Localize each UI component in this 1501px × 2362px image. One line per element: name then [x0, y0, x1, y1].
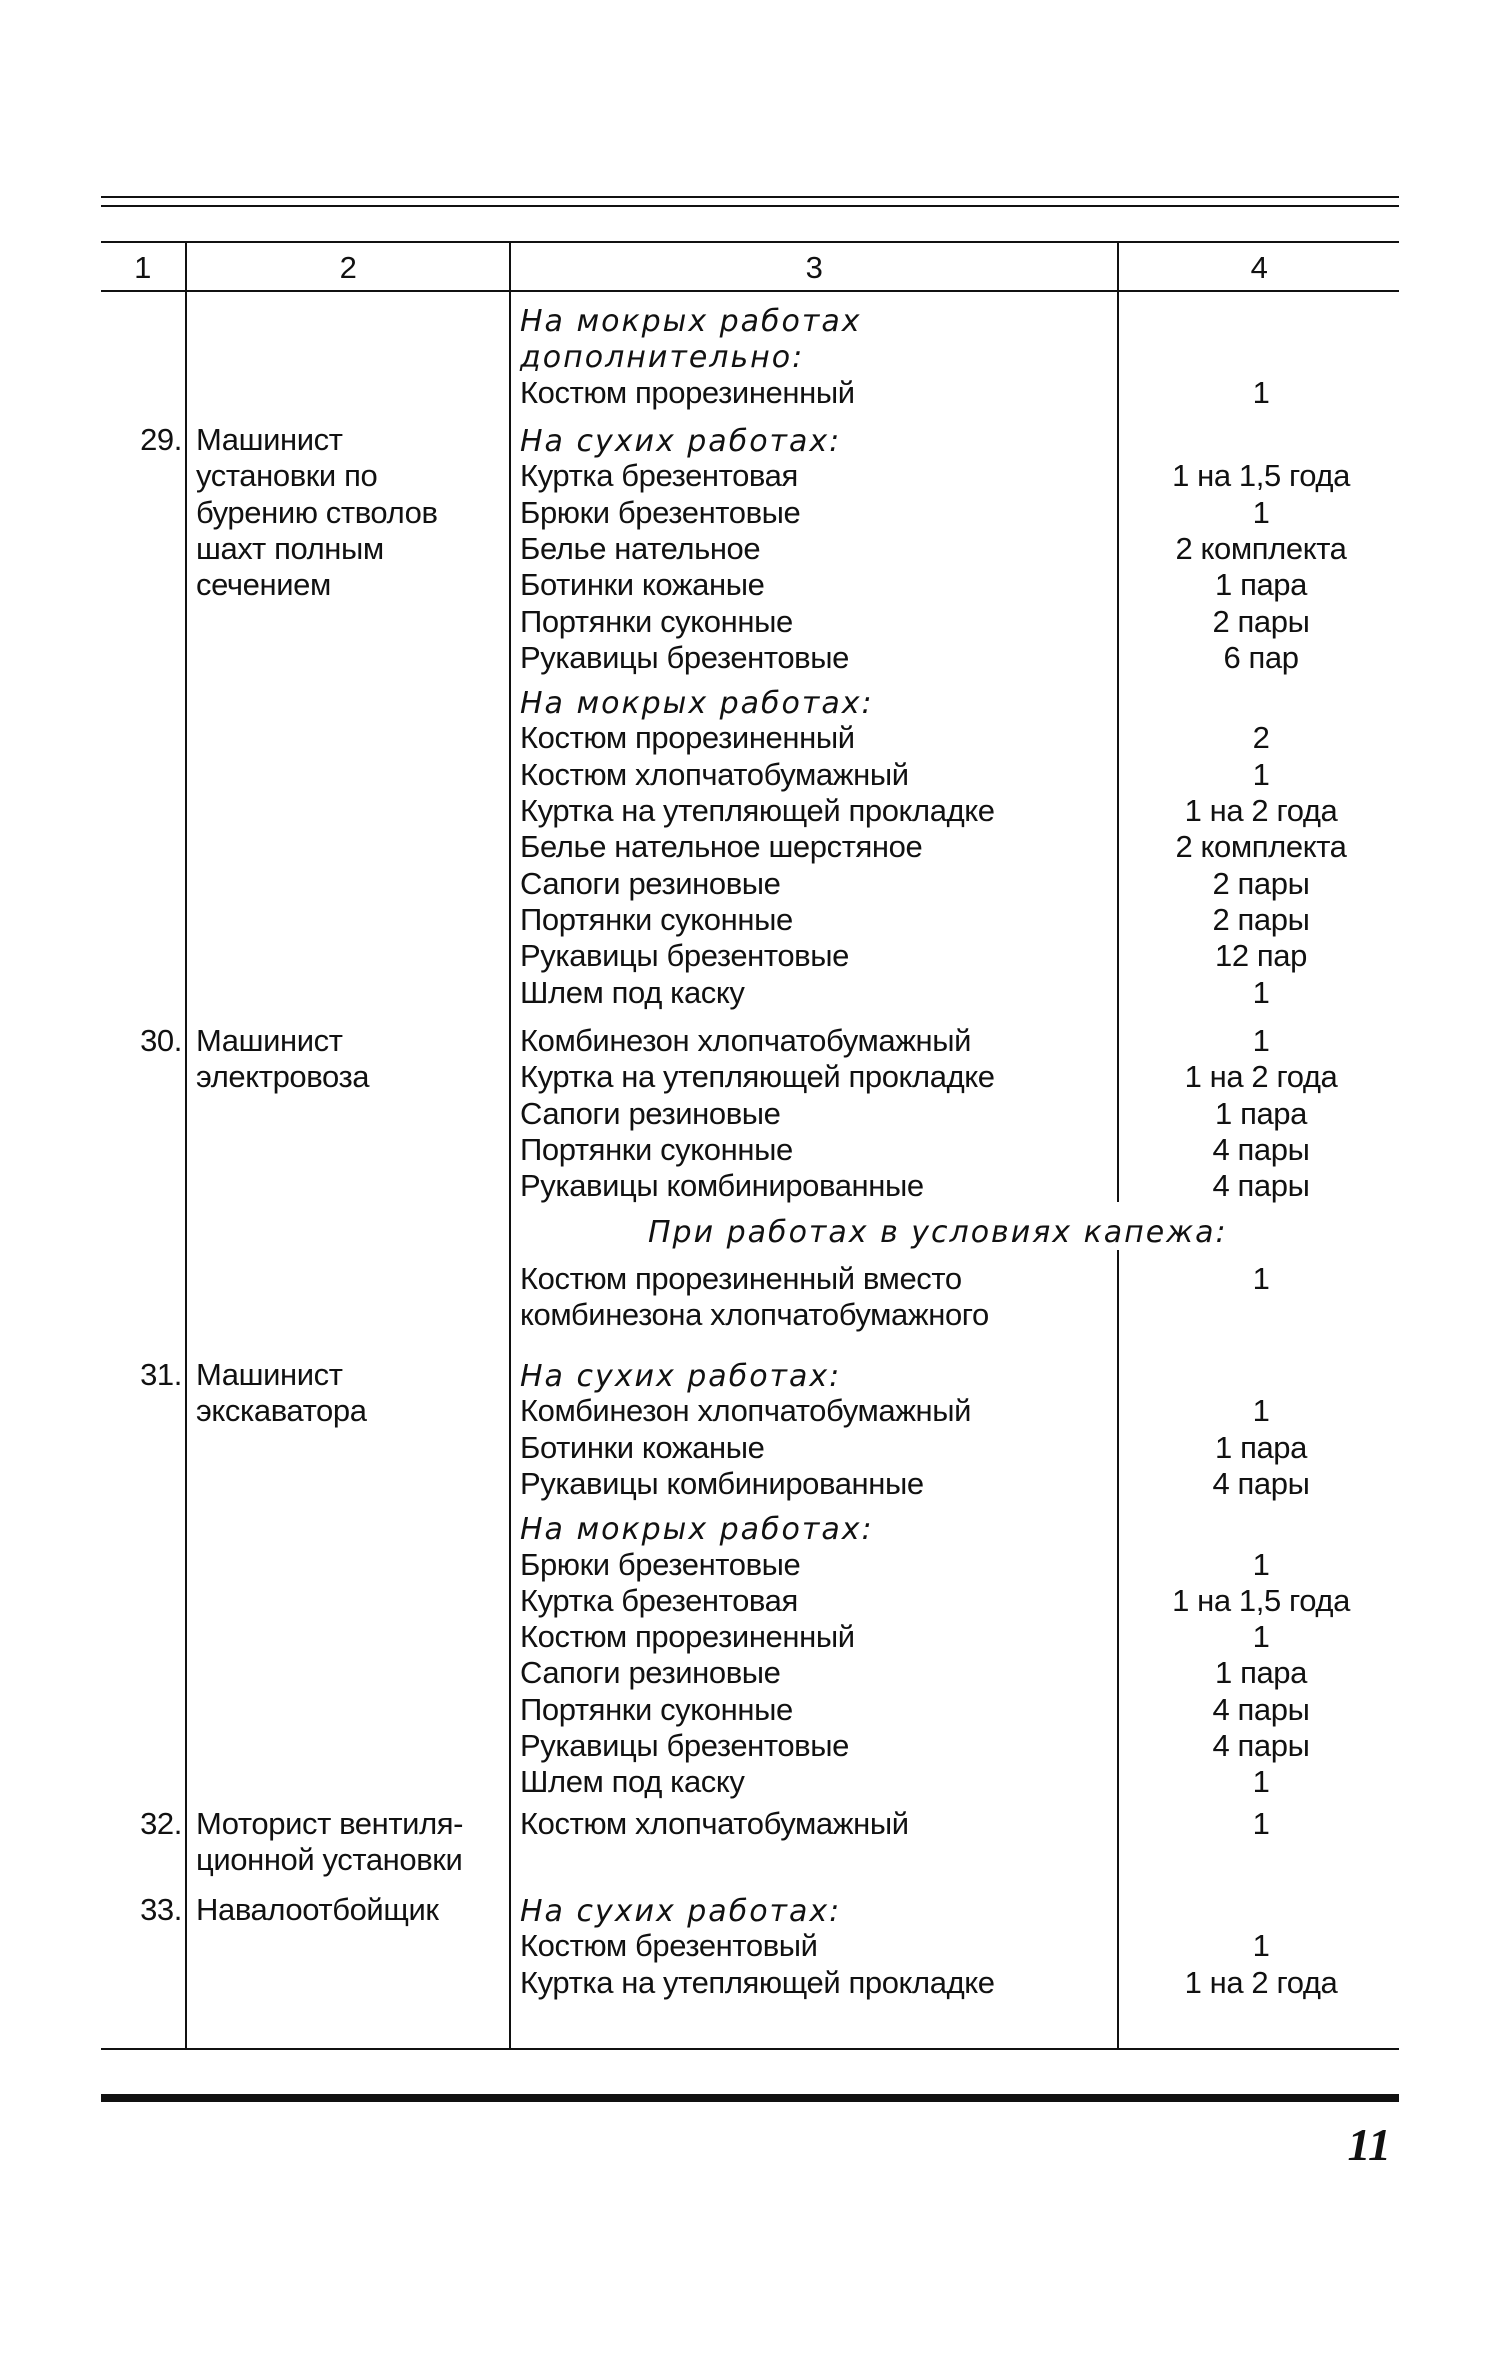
row-title-line: Машинист: [196, 1023, 343, 1058]
item-name: Рукавицы брезентовые: [520, 639, 849, 675]
item-name: Портянки суконные: [520, 1691, 793, 1727]
item-quantity: 2: [1252, 720, 1270, 756]
item-quantity: 1: [1252, 1023, 1270, 1058]
item-quantity: 2 пары: [1212, 865, 1310, 901]
item-name: Рукавицы брезентовые: [520, 938, 849, 974]
item-name: Костюм брезентовый: [520, 1928, 818, 1964]
item-quantity: 4 пары: [1212, 1168, 1310, 1204]
item-quantity: 1: [1252, 494, 1270, 530]
item-quantity: 2 пары: [1212, 901, 1310, 937]
item-name: Костюм хлопчатобумажный: [520, 756, 909, 792]
row-title-line: электровоза: [196, 1059, 370, 1095]
item-name: Белье нательное шерстяное: [520, 829, 923, 865]
row-number: 31.: [140, 1357, 182, 1392]
row-title-line: Моторист вентиля-: [196, 1806, 464, 1841]
bottom-thick-rule: [101, 2094, 1399, 2102]
header-col-3: 3: [805, 250, 823, 285]
item-name: Рукавицы брезентовые: [520, 1728, 849, 1763]
row-title-line: установки по: [196, 458, 378, 494]
item-quantity: 1 на 2 года: [1184, 1964, 1338, 2000]
item-quantity: 1: [1252, 1928, 1270, 1964]
item-quantity: 2 комплекта: [1175, 829, 1347, 865]
item-name: Портянки суконные: [520, 1131, 793, 1167]
item-quantity: 6 пар: [1223, 639, 1299, 675]
header-col-1: 1: [134, 250, 151, 285]
item-name: Костюм прорезиненный: [520, 1619, 855, 1655]
item-name: Костюм прорезиненный: [520, 720, 855, 756]
item-quantity: 1: [1252, 974, 1270, 1010]
item-name: Костюм прорезиненный вместо: [520, 1260, 962, 1296]
row-number: 32.: [140, 1806, 182, 1841]
item-quantity: 1 пара: [1215, 1095, 1307, 1131]
item-quantity: 1: [1252, 1260, 1270, 1296]
item-quantity: 1: [1252, 1619, 1270, 1655]
item-quantity: 1 на 2 года: [1184, 793, 1338, 828]
row-title-line: ционной установки: [196, 1842, 463, 1878]
row-title-line: сечением: [196, 567, 331, 603]
item-name: Портянки суконные: [520, 901, 793, 937]
item-name: Костюм прорезиненный: [520, 374, 855, 410]
item-name: Ботинки кожаные: [520, 1429, 765, 1465]
item-quantity: 4 пары: [1212, 1691, 1310, 1727]
row-title-line: шахт полным: [196, 530, 384, 566]
item-name: Белье нательное: [520, 530, 761, 566]
header-rule-top: [101, 241, 1399, 243]
item-name: Шлем под каску: [520, 974, 745, 1010]
item-quantity: 2 комплекта: [1175, 530, 1347, 566]
item-name: Комбинезон хлопчатобумажный: [520, 1393, 972, 1429]
section-heading: На мокрых работах:: [520, 1512, 874, 1548]
header-col-2: 2: [339, 250, 357, 285]
item-quantity: 1: [1252, 1546, 1270, 1582]
item-quantity: 1 на 1,5 года: [1172, 458, 1350, 494]
item-name: Брюки брезентовые: [520, 494, 801, 530]
item-name: Сапоги резиновые: [520, 1655, 781, 1691]
row-title-line: Машинист: [196, 1357, 343, 1392]
item-name: Куртка брезентовая: [520, 458, 798, 494]
item-quantity: 1: [1252, 756, 1270, 792]
item-name: Куртка на утепляющей прокладке: [520, 1964, 995, 2000]
item-name: Ботинки кожаные: [520, 567, 765, 603]
top-rule-upper: [101, 196, 1399, 198]
item-quantity: 1 пара: [1215, 1429, 1307, 1465]
item-name: Рукавицы комбинированные: [520, 1168, 924, 1204]
top-rule-lower: [101, 205, 1399, 207]
item-name: Портянки суконные: [520, 603, 793, 639]
item-name: Куртка на утепляющей прокладке: [520, 793, 995, 828]
item-quantity: 2 пары: [1212, 603, 1310, 639]
item-quantity: 4 пары: [1212, 1465, 1310, 1501]
item-name: Брюки брезентовые: [520, 1546, 801, 1582]
item-quantity: 1 пара: [1215, 567, 1307, 603]
table-bottom-rule: [101, 2048, 1399, 2050]
row-title-line: экскаватора: [196, 1393, 367, 1429]
item-quantity: 1 на 2 года: [1184, 1059, 1338, 1095]
column-divider-2: [509, 241, 511, 2049]
item-quantity: 1: [1252, 1806, 1270, 1841]
item-name: Куртка брезентовая: [520, 1582, 798, 1618]
row-title-line: бурению стволов: [196, 494, 438, 530]
section-heading: На мокрых работах: [520, 304, 862, 339]
row-title-line: Машинист: [196, 422, 343, 457]
item-quantity: 4 пары: [1212, 1131, 1310, 1167]
item-name: комбинезона хлопчатобумажного: [520, 1297, 989, 1333]
section-heading: При работах в условиях капежа:: [648, 1214, 1228, 1250]
item-quantity: 4 пары: [1212, 1728, 1310, 1763]
header-rule-bottom: [101, 290, 1399, 292]
row-number: 30.: [140, 1023, 182, 1058]
row-title-line: Навалоотбойщик: [196, 1892, 439, 1927]
item-name: Рукавицы комбинированные: [520, 1465, 924, 1501]
item-name: Комбинезон хлопчатобумажный: [520, 1023, 972, 1058]
item-name: Сапоги резиновые: [520, 1095, 781, 1131]
item-quantity: 1: [1252, 1764, 1270, 1800]
item-name: Сапоги резиновые: [520, 865, 781, 901]
column-divider-3a: [1117, 241, 1119, 1202]
item-name: Костюм хлопчатобумажный: [520, 1806, 909, 1841]
section-heading: дополнительно:: [520, 340, 805, 376]
item-quantity: 1 пара: [1215, 1655, 1307, 1691]
item-quantity: 1: [1252, 1393, 1270, 1429]
column-divider-1: [185, 241, 187, 2049]
item-name: Шлем под каску: [520, 1764, 745, 1800]
section-heading: На сухих работах:: [520, 1359, 842, 1394]
column-divider-3b: [1117, 1250, 1119, 2049]
item-quantity: 12 пар: [1215, 938, 1307, 974]
section-heading: На сухих работах:: [520, 1894, 842, 1929]
header-col-4: 4: [1250, 250, 1268, 285]
section-heading: На мокрых работах:: [520, 686, 874, 722]
item-quantity: 1: [1252, 374, 1270, 410]
item-quantity: 1 на 1,5 года: [1172, 1582, 1350, 1618]
row-number: 29.: [140, 422, 182, 457]
section-heading: На сухих работах:: [520, 424, 842, 459]
item-name: Куртка на утепляющей прокладке: [520, 1059, 995, 1095]
page-number: 11: [1347, 2119, 1391, 2170]
row-number: 33.: [140, 1892, 182, 1927]
